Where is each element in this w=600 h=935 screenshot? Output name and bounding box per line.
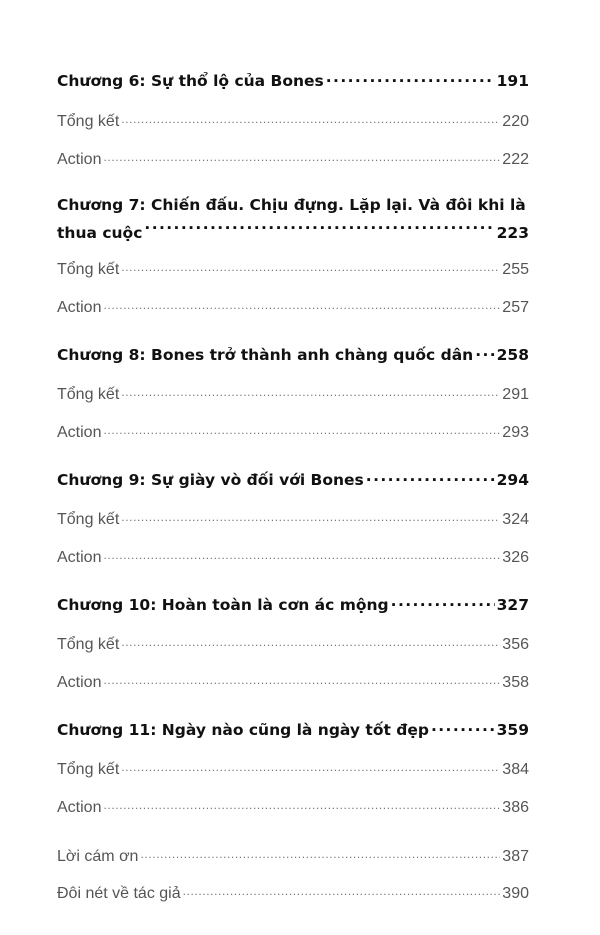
toc-chapter-7	[57, 191, 529, 247]
toc-entry-acknowledgements	[57, 845, 529, 866]
toc-page-number: 223	[496, 224, 529, 242]
toc-page-number: 293	[502, 424, 529, 441]
dot-leader	[391, 594, 495, 610]
toc-entry-title: Lời cám ơn	[57, 848, 139, 865]
toc-chapter-10	[57, 594, 529, 614]
dot-leader	[103, 546, 500, 562]
toc-entry-title: Action	[57, 424, 102, 441]
dot-leader	[103, 296, 500, 312]
toc-entry-title-line2: thua cuộc	[57, 224, 143, 242]
dot-leader	[103, 796, 500, 812]
toc-page-number: 386	[502, 799, 529, 816]
toc-entry-title-line2-row	[57, 219, 529, 247]
toc-page-number: 291	[502, 386, 529, 403]
toc-entry-title: Tổng kết	[57, 636, 120, 653]
toc-entry-summary	[57, 383, 529, 404]
toc-page-number: 257	[502, 299, 529, 316]
toc-entry-title: Chương 9: Sự giày vò đối với Bones	[57, 470, 364, 489]
toc-page-number: 222	[502, 151, 529, 168]
dot-leader	[475, 344, 494, 360]
toc-entry-title: Chương 11: Ngày nào cũng là ngày tốt đẹp	[57, 720, 429, 739]
dot-leader	[183, 882, 501, 898]
toc-entry-title: Tổng kết	[57, 261, 120, 278]
toc-page-number: 387	[502, 848, 529, 865]
toc-entry-summary	[57, 633, 529, 654]
toc-entry-title: Tổng kết	[57, 761, 120, 778]
dot-leader	[121, 508, 500, 524]
toc-page-number: 324	[502, 511, 529, 528]
toc-entry-action	[57, 296, 529, 317]
toc-entry-title: Tổng kết	[57, 113, 120, 130]
toc-page-number: 327	[496, 595, 529, 614]
toc-page-number: 359	[496, 720, 529, 739]
dot-leader	[121, 258, 500, 274]
toc-entry-title: Tổng kết	[57, 511, 120, 528]
toc-entry-title: Chương 10: Hoàn toàn là cơn ác mộng	[57, 595, 389, 614]
toc-page-number: 390	[502, 885, 529, 902]
dot-leader	[121, 110, 500, 126]
toc-entry-action	[57, 421, 529, 442]
toc-page-number: 258	[496, 345, 529, 364]
toc-chapter-11	[57, 719, 529, 739]
dot-leader	[140, 845, 500, 861]
toc-entry-summary	[57, 258, 529, 279]
dot-leader	[121, 383, 500, 399]
toc-entry-title: Action	[57, 674, 102, 691]
toc-page-number: 356	[502, 636, 529, 653]
toc-page-number: 358	[502, 674, 529, 691]
toc-page-number: 255	[502, 261, 529, 278]
toc-entry-summary	[57, 110, 529, 131]
dot-leader	[326, 70, 495, 86]
toc-entry-title: Action	[57, 299, 102, 316]
toc-entry-title-line1: Chương 7: Chiến đấu. Chịu đựng. Lặp lại. Và đôi khi là	[57, 196, 526, 214]
dot-leader	[103, 421, 500, 437]
toc-page-number: 384	[502, 761, 529, 778]
dot-leader	[366, 469, 495, 485]
toc-entry-action	[57, 148, 529, 169]
dot-leader	[103, 148, 500, 164]
toc-page-number: 294	[496, 470, 529, 489]
toc-page-number: 220	[502, 113, 529, 130]
dot-leader	[431, 719, 495, 735]
toc-page-number: 191	[496, 71, 529, 90]
toc-entry-title: Action	[57, 799, 102, 816]
toc-page-number: 326	[502, 549, 529, 566]
toc-entry-action	[57, 671, 529, 692]
toc-entry-action	[57, 796, 529, 817]
dot-leader	[103, 671, 500, 687]
toc-chapter-6	[57, 70, 529, 90]
toc-entry-title: Action	[57, 549, 102, 566]
toc-entry-title: Đôi nét về tác giả	[57, 885, 181, 902]
toc-entry-title: Chương 8: Bones trở thành anh chàng quốc dân	[57, 345, 474, 364]
toc-entry-summary	[57, 758, 529, 779]
dot-leader	[121, 758, 500, 774]
toc-entry-title: Chương 6: Sự thổ lộ của Bones	[57, 71, 324, 90]
toc-chapter-9	[57, 469, 529, 489]
toc-entry-title: Tổng kết	[57, 386, 120, 403]
toc-entry-action	[57, 546, 529, 567]
toc-entry-summary	[57, 508, 529, 529]
toc-chapter-8	[57, 344, 529, 364]
dot-leader	[144, 223, 494, 239]
toc-entry-about-author	[57, 882, 529, 903]
toc-entry-title: Action	[57, 151, 102, 168]
dot-leader	[121, 633, 500, 649]
